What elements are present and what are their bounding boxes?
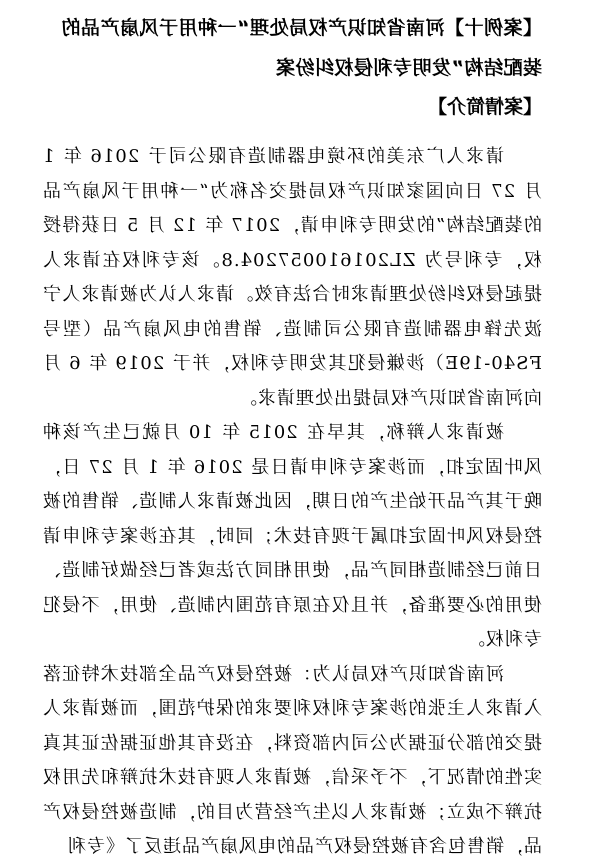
paragraph-respondent-defense: 被请求人辩称，其早在 2015 年 10 月就已生产该种风叶固定扣，而涉案专利申请日是 2016 年 1 月 27 日，晚于其产品开始生产的日期，因此被请求人制造、销售的被控侵权风叶固定扣属于现有技术；同时，其在涉案专利申请日前已经制造相同产品，使用相同方法或者已经做好制造、使用的必要准备，并且仅在原有范围内制造、使用，不侵犯专利权。	[42, 422, 542, 650]
section-heading: 【案情简介】	[427, 96, 542, 118]
paragraph-case-summary: 请求人广东美的环境电器制造有限公司于 2016 年 1 月 27 日向国家知识产权局提交名称为“一种用于风扇产品的装配结构”的发明专利申请，2017 年 12 月 5 日获得授权，专利号为 ZL201610057204.8。该专利权在请求人提起侵权纠纷处理请求时合法有效。请求人认为被请求人宁波先锋电器制造有限公司制造、销售的电风扇产品（型号 FS40-19E）涉嫌侵犯其发明专利权，并于 2019 年 6 月向河南省知识产权局提出处理请求。	[42, 146, 542, 409]
paragraph-office-finding: 河南省知识产权局认为：被控侵权产品全部技术特征落入请求人主张的涉案专利权利要求的保护范围，而被请求人提交的部分证据为公司内部资料，在没有其他证据佐证其真实性的情况下，不予采信，被请求人现有技术抗辩和先用权抗辩不成立；被请求人以生产经营为目的，制造被控侵权产品，销售包含有被控侵权产品的电风扇产品违反了《专利	[42, 663, 542, 857]
case-title: 【案例十】河南省知识产权局处理“一种用于风扇产品的装配结构”发明专利侵权纠纷案	[61, 17, 542, 79]
case-body	[42, 140, 542, 865]
